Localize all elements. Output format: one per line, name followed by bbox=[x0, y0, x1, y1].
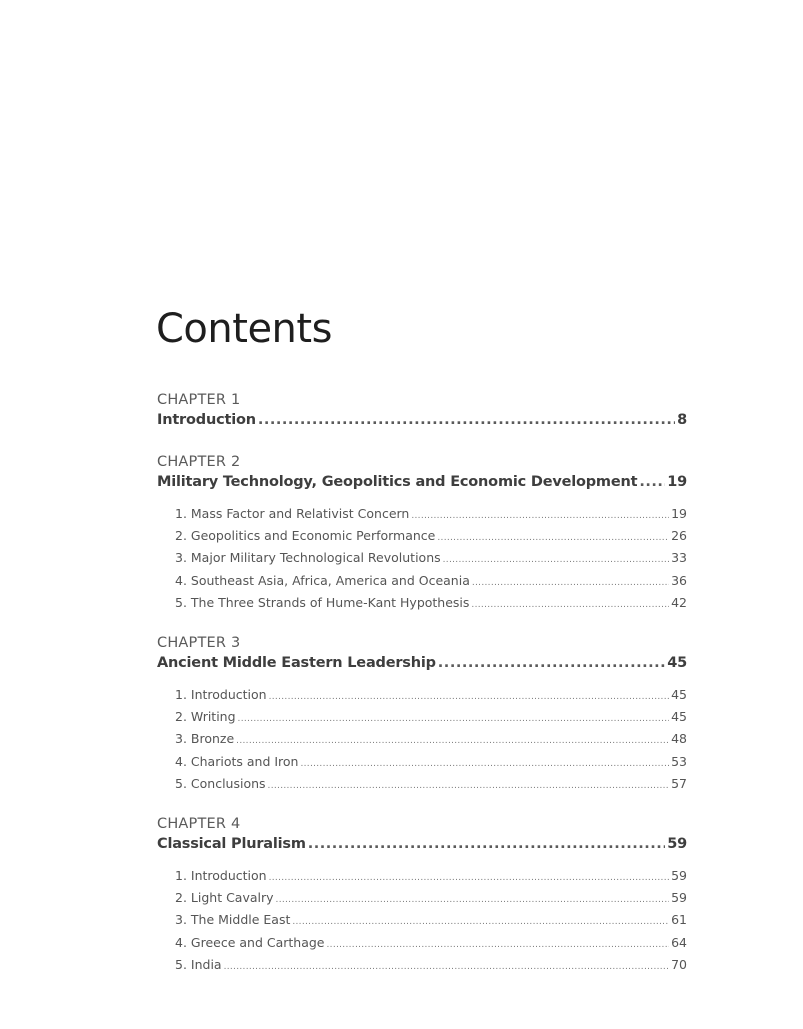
section-title: 4. Southeast Asia, Africa, America and Oceania bbox=[175, 572, 470, 588]
chapter-entry[interactable] bbox=[157, 653, 687, 673]
dot-leader bbox=[327, 935, 670, 955]
dot-leader bbox=[258, 410, 675, 430]
page-number: 59 bbox=[671, 868, 687, 884]
page-number: 45 bbox=[671, 709, 687, 725]
section-list bbox=[157, 685, 687, 796]
dot-leader bbox=[276, 890, 670, 910]
chapter-title: Ancient Middle Eastern Leadership bbox=[157, 655, 436, 672]
section-title: 1. Mass Factor and Relativist Concern bbox=[175, 506, 410, 521]
section-entry[interactable] bbox=[175, 593, 687, 615]
section-entry[interactable] bbox=[175, 774, 687, 796]
dot-leader bbox=[411, 506, 669, 526]
dot-leader bbox=[471, 595, 669, 615]
dot-leader bbox=[443, 550, 669, 570]
dot-leader bbox=[308, 834, 665, 854]
section-title: 4. Greece and Carthage bbox=[175, 934, 325, 950]
page-number: 53 bbox=[671, 753, 687, 769]
page-number: 64 bbox=[671, 934, 687, 950]
chapter-label: CHAPTER 2 bbox=[157, 454, 241, 470]
section-entry[interactable] bbox=[175, 685, 687, 707]
section-entry[interactable] bbox=[175, 526, 687, 548]
dot-leader bbox=[300, 754, 669, 774]
page-number: 48 bbox=[671, 731, 687, 747]
section-entry[interactable] bbox=[175, 752, 687, 774]
page-number: 19 bbox=[667, 474, 687, 490]
section-entry[interactable] bbox=[175, 729, 687, 751]
dot-leader bbox=[639, 472, 665, 492]
page-number: 45 bbox=[667, 655, 687, 672]
table-of-contents bbox=[157, 390, 687, 995]
dot-leader bbox=[224, 957, 670, 977]
chapter-entry[interactable] bbox=[157, 834, 687, 854]
section-entry[interactable] bbox=[175, 933, 687, 955]
page-number: 26 bbox=[671, 528, 687, 544]
dot-leader bbox=[269, 868, 669, 888]
section-title: 5. The Three Strands of Hume-Kant Hypothesis bbox=[175, 594, 470, 610]
section-title: 4. Chariots and Iron bbox=[175, 753, 299, 769]
section-title: 2. Writing bbox=[175, 709, 236, 725]
section-entry[interactable] bbox=[175, 504, 687, 526]
chapter-3 bbox=[157, 633, 687, 796]
section-entry[interactable] bbox=[175, 910, 687, 932]
dot-leader bbox=[438, 653, 665, 673]
page-number: 33 bbox=[671, 550, 687, 566]
dot-leader bbox=[268, 776, 670, 796]
chapter-label: CHAPTER 4 bbox=[157, 816, 241, 833]
section-entry[interactable] bbox=[175, 955, 687, 977]
chapter-entry[interactable] bbox=[157, 410, 687, 430]
dot-leader bbox=[238, 709, 670, 729]
section-title: 5. India bbox=[175, 956, 222, 972]
chapter-title: Military Technology, Geopolitics and Economic Development bbox=[157, 474, 638, 490]
dot-leader bbox=[437, 528, 669, 548]
page-number: 70 bbox=[671, 956, 687, 972]
section-entry[interactable] bbox=[175, 707, 687, 729]
section-title: 3. The Middle East bbox=[175, 912, 291, 928]
chapter-4 bbox=[157, 814, 687, 977]
section-title: 3. Bronze bbox=[175, 731, 235, 747]
section-title: 2. Geopolitics and Economic Performance bbox=[175, 528, 436, 544]
chapter-label: CHAPTER 1 bbox=[157, 392, 241, 408]
chapter-title: Introduction bbox=[157, 412, 256, 428]
page-number: 61 bbox=[671, 912, 687, 928]
section-title: 2. Light Cavalry bbox=[175, 890, 274, 906]
chapter-label: CHAPTER 3 bbox=[157, 635, 241, 652]
section-title: 3. Major Military Technological Revolutions bbox=[175, 550, 441, 566]
page-number: 36 bbox=[671, 572, 687, 588]
section-title: 1. Introduction bbox=[175, 687, 267, 703]
section-entry[interactable] bbox=[175, 548, 687, 570]
page-number: 59 bbox=[671, 890, 687, 906]
chapter-2 bbox=[157, 452, 687, 615]
page-title: Contents bbox=[156, 306, 332, 352]
section-entry[interactable] bbox=[175, 866, 687, 888]
chapter-title: Classical Pluralism bbox=[157, 836, 306, 853]
page-number: 8 bbox=[677, 412, 687, 428]
chapter-entry[interactable] bbox=[157, 472, 687, 492]
page-number: 42 bbox=[671, 594, 687, 610]
dot-leader bbox=[472, 573, 669, 593]
chapter-1 bbox=[157, 390, 687, 430]
section-list bbox=[157, 866, 687, 977]
page-number: 45 bbox=[671, 687, 687, 703]
page-number: 57 bbox=[671, 775, 687, 791]
section-entry[interactable] bbox=[175, 571, 687, 593]
section-title: 5. Conclusions bbox=[175, 775, 266, 791]
dot-leader bbox=[269, 687, 669, 707]
section-title: 1. Introduction bbox=[175, 868, 267, 884]
dot-leader bbox=[236, 731, 669, 751]
section-entry[interactable] bbox=[175, 888, 687, 910]
page-number: 59 bbox=[667, 836, 687, 853]
page-number: 19 bbox=[671, 506, 687, 521]
section-list bbox=[157, 504, 687, 615]
dot-leader bbox=[292, 912, 669, 932]
